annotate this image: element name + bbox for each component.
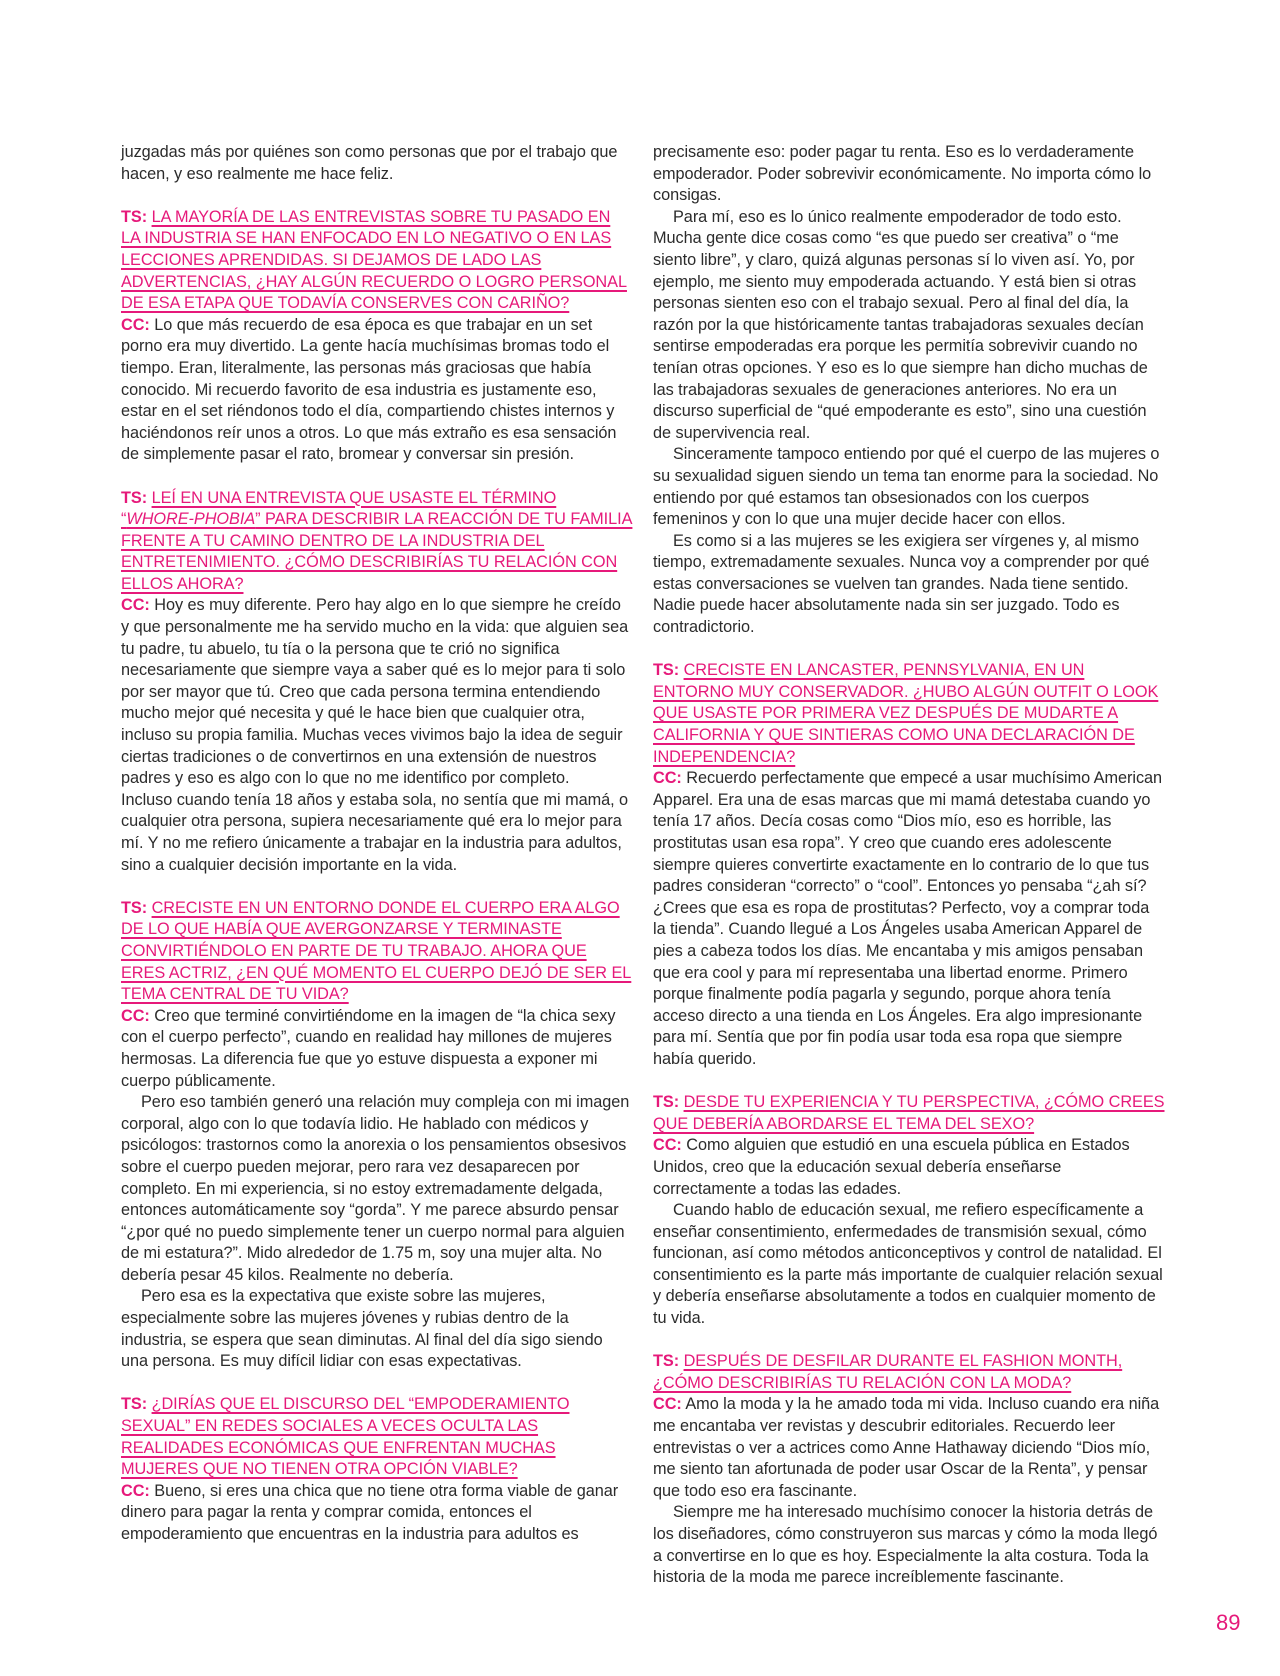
ts-tag: TS:: [121, 488, 148, 507]
question-part: LEÍ EN UNA ENTREVISTA QUE USASTE EL TÉRMINO “: [121, 488, 557, 529]
paragraph: juzgadas más por quiénes son como personas que por el trabajo que hacen, y eso realmente me hace feliz.: [121, 143, 618, 183]
answer-text: Creo que terminé convirtiéndome en la imagen de “la chica sexy con el cuerpo perfecto”, cuando en realidad hay millones de mujeres hermosas. La diferencia fue que yo estuve dispuesta a exponer mi cuerpo públicamente.: [121, 1006, 616, 1090]
question-text: DESPUÉS DE DESFILAR DURANTE EL FASHION MONTH, ¿CÓMO DESCRIBIRÍAS TU RELACIÓN CON LA MODA?: [653, 1352, 1123, 1392]
answer-text: Hoy es muy diferente. Pero hay algo en lo que siempre he creído y que personalmente me ha servido mucho en la vida: que alguien sea tu padre, tu abuelo, tu tía o la persona que te crió no significa necesariamente que siempre vaya a saber qué es lo mejor para ti solo por ser mayor que tú. Creo que cada persona termina entendiendo mucho mejor qué necesita y qué le hace bien que cualquier otra, incluso su propia familia. Muchas veces vivimos bajo la idea de seguir ciertas tradiciones o de convertirnos en una extensión de nuestros padres y eso es algo con lo que no me identifico por completo.: [121, 596, 629, 788]
answer: [121, 315, 633, 466]
qa-block-6: [653, 1092, 1165, 1330]
cc-tag: CC:: [121, 1481, 150, 1500]
page-number: 89: [1216, 1610, 1241, 1635]
question-text: CRECISTE EN UN ENTORNO DONDE EL CUERPO ERA ALGO DE LO QUE HABÍA QUE AVERGONZARSE Y TERMINASTE CONVIRTIÉNDOLO EN PARTE DE TU TRABAJO. AHORA QUE ERES ACTRIZ, ¿EN QUÉ MOMENTO EL CUERPO DEJÓ DE SER EL TEMA CENTRAL DE TU VIDA?: [121, 898, 632, 1004]
question: [121, 1394, 633, 1480]
answer: [121, 595, 633, 789]
ts-tag: TS:: [653, 1352, 680, 1371]
question-text: CRECISTE EN LANCASTER, PENNSYLVANIA, EN UN ENTORNO MUY CONSERVADOR. ¿HUBO ALGÚN OUTFIT O LOOK QUE USASTE POR PRIMERA VEZ DESPUÉS DE MUDARTE A CALIFORNIA Y QUE SINTIERAS COMO UNA DECLARACIÓN DE INDEPENDENCIA?: [653, 661, 1159, 766]
cc-tag: CC:: [653, 1136, 682, 1155]
right-column: [653, 142, 1165, 1589]
answer: [653, 768, 1165, 1070]
question-term: WHORE-PHOBIA: [126, 510, 256, 529]
answer-paragraph: Cuando hablo de educación sexual, me refiero específicamente a enseñar consentimiento, enfermedades de transmisión sexual, cómo funcionan, así como métodos anticonceptivos y control de natalidad. El consentimiento es la parte más importante de cualquier relación sexual y debería enseñarse absolutamente a todos en cualquier momento de tu vida.: [653, 1201, 1163, 1328]
question-text: [121, 489, 632, 593]
answer-text: Lo que más recuerdo de esa época es que trabajar en un set porno era muy divertido. La gente hacía muchísimas bromas todo el tiempo. Eran, literalmente, las personas más graciosas que había conocido. Mi recuerdo favorito de esa industria es justamente eso, estar en el set riéndonos todo el día, compartiendo chistes internos y haciéndonos reír unos a otros. Lo que más extraño es esa sensación de simplemente pasar el rato, bromear y conversar sin presión.: [121, 315, 617, 464]
answer-paragraph: Pero esa es la expectativa que existe sobre las mujeres, especialmente sobre las mujeres jóvenes y rubias dentro de la industria, se espera que sean diminutas. Al final del día sigo siendo una persona. Es muy difícil lidiar con esas expectativas.: [121, 1287, 603, 1371]
continued-answer: [653, 142, 1165, 639]
answer-text: Como alguien que estudió en una escuela pública en Estados Unidos, creo que la educación sexual debería enseñarse correctamente a todas las edades.: [653, 1136, 1130, 1198]
answer: [653, 1135, 1165, 1200]
question-text: LA MAYORÍA DE LAS ENTREVISTAS SOBRE TU PASADO EN LA INDUSTRIA SE HAN ENFOCADO EN LO NEGATIVO O EN LAS LECCIONES APRENDIDAS. SI DEJAMOS DE LADO LAS ADVERTENCIAS, ¿HAY ALGÚN RECUERDO O LOGRO PERSONAL DE ESA ETAPA QUE TODAVÍA CONSERVES CON CARIÑO?: [121, 207, 627, 313]
answer-text: Bueno, si eres una chica que no tiene otra forma viable de ganar dinero para pagar la renta y comprar comida, entonces el empoderamiento que encuentras en la industria para adultos es: [121, 1481, 619, 1543]
question: [121, 488, 633, 596]
cc-tag: CC:: [121, 1006, 150, 1025]
ts-tag: TS:: [121, 898, 148, 917]
paragraph: precisamente eso: poder pagar tu renta. Eso es lo verdaderamente empoderador. Poder sobrevivir económicamente. No importa cómo lo consigas.: [653, 143, 1152, 205]
paragraph: Es como si a las mujeres se les exigiera ser vírgenes y, al mismo tiempo, extremadamente sexuales. Nunca voy a comprender por qué estas conversaciones se vuelven tan grandes. Nada tiene sentido. Nadie puede hacer absolutamente nada sin ser juzgado. Todo es contradictorio.: [653, 531, 1150, 637]
cc-tag: CC:: [653, 769, 682, 788]
ts-tag: TS:: [653, 1093, 680, 1112]
answer-text: Recuerdo perfectamente que empecé a usar muchísimo American Apparel. Era una de esas marcas que mi mamá detestaba cuando yo tenía 17 años. Decía cosas como “Dios mío, eso es horrible, las prostitutas usan esa ropa”. Y creo que cuando eres adolescente siempre quieres convertirte exactamente en lo contrario de lo que tus padres consideran “correcto” o “cool”. Entonces yo pensaba “¿ah sí? ¿Crees que esa es ropa de prostitutas? Perfecto, voy a comprar toda la tienda”. Cuando llegué a Los Ángeles usaba American Apparel de pies a cabeza todos los días. Me encantaba y mis amigos pensaban que era cool y para mí representaba una libertad enorme. Primero porque finalmente podía pagarla y segundo, porque ahora tenía acceso directo a una tienda en Los Ángeles. Era algo impresionante para mí. Sentía que por fin podía usar toda esa ropa que siempre había querido.: [653, 769, 1163, 1068]
question: [653, 1092, 1165, 1135]
question: [121, 898, 633, 1006]
qa-block-3: [121, 898, 633, 1373]
question: [653, 660, 1165, 768]
answer-text: Amo la moda y la he amado toda mi vida. Incluso cuando era niña me encantaba ver revistas y descubrir editoriales. Recuerdo leer entrevistas o ver a actrices como Anne Hathaway diciendo “Dios mío, me siento tan afortunada de poder usar Oscar de la Renta”, y pensar que todo eso era fascinante.: [653, 1395, 1160, 1500]
answer: [121, 1006, 633, 1092]
qa-block-2: [121, 488, 633, 877]
ts-tag: TS:: [653, 661, 680, 680]
qa-block-7: [653, 1351, 1165, 1589]
answer-paragraph: Pero eso también generó una relación muy compleja con mi imagen corporal, algo con lo que todavía lidio. He hablado con médicos y psicólogos: trastornos como la anorexia o los pensamientos obsesivos sobre el cuerpo pueden mejorar, pero rara vez desaparecen por completo. En mi experiencia, si no estoy extremadamente delgada, entonces automáticamente soy “gorda”. Y me parece absurdo pensar “¿por qué no puedo simplemente tener un cuerpo normal para alguien de mi estatura?”. Mido alrededor de 1.75 m, soy una mujer alta. No debería pesar 45 kilos. Realmente no debería.: [121, 1093, 630, 1284]
question-text: DESDE TU EXPERIENCIA Y TU PERSPECTIVA, ¿CÓMO CREES QUE DEBERÍA ABORDARSE EL TEMA DEL SEXO?: [653, 1093, 1165, 1133]
answer-paragraph: Siempre me ha interesado muchísimo conocer la historia detrás de los diseñadores, cómo construyeron sus marcas y cómo la moda llegó a convertirse en lo que es hoy. Especialmente la alta costura. Toda la historia de la moda me parece increíblemente fascinante.: [653, 1503, 1158, 1587]
intro-paragraph: [121, 142, 633, 185]
qa-block-1: [121, 207, 633, 466]
question-part: ” PARA DESCRIBIR LA REACCIÓN DE TU FAMILIA FRENTE A TU CAMINO DENTRO DE LA INDUSTRIA DEL ENTRETENIMIENTO. ¿CÓMO DESCRIBIRÍAS TU RELACIÓN CON ELLOS AHORA?: [121, 510, 633, 593]
question: [653, 1351, 1165, 1394]
ts-tag: TS:: [121, 207, 148, 226]
paragraph: Sinceramente tampoco entiendo por qué el cuerpo de las mujeres o su sexualidad siguen siendo un tema tan enorme para la sociedad. No entiendo por qué estamos tan obsesionados con los cuerpos femeninos y con lo que una mujer decide hacer con ellos.: [653, 445, 1160, 529]
question-text: ¿DIRÍAS QUE EL DISCURSO DEL “EMPODERAMIENTO SEXUAL” EN REDES SOCIALES A VECES OCULTA LAS REALIDADES ECONÓMICAS QUE ENFRENTAN MUCHAS MUJERES QUE NO TIENEN OTRA OPCIÓN VIABLE?: [121, 1395, 570, 1479]
answer: [653, 1394, 1165, 1502]
qa-block-5: [653, 660, 1165, 1070]
qa-block-4: [121, 1394, 633, 1545]
left-column: [121, 142, 633, 1546]
cc-tag: CC:: [121, 315, 150, 334]
answer-paragraph: Incluso cuando tenía 18 años y estaba sola, no sentía que mi mamá, o cualquier otra persona, supiera necesariamente qué era lo mejor para mí. Y no me refiero únicamente a trabajar en la industria para adultos, sino a cualquier decisión importante en la vida.: [121, 790, 629, 874]
paragraph: Para mí, eso es lo único realmente empoderador de todo esto. Mucha gente dice cosas como “es que puedo ser creativa” o “me siento libre”, y claro, quizá algunas personas sí lo viven así. Yo, por ejemplo, me siento muy empoderada actuando. Y está bien si otras personas sienten eso con el trabajo sexual. Pero al final del día, la razón por la que históricamente tantas trabajadoras sexuales decían sentirse empoderadas era porque les permitía sobrevivir cuando no tenían otras opciones. Y eso es lo que siempre han dicho muchas de las trabajadoras sexuales de generaciones anteriores. No era un discurso superficial de “qué empoderante es esto”, sino una cuestión de supervivencia real.: [653, 207, 1148, 442]
answer: [121, 1481, 633, 1546]
question: [121, 207, 633, 315]
cc-tag: CC:: [121, 596, 150, 615]
ts-tag: TS:: [121, 1395, 148, 1414]
cc-tag: CC:: [653, 1395, 682, 1414]
